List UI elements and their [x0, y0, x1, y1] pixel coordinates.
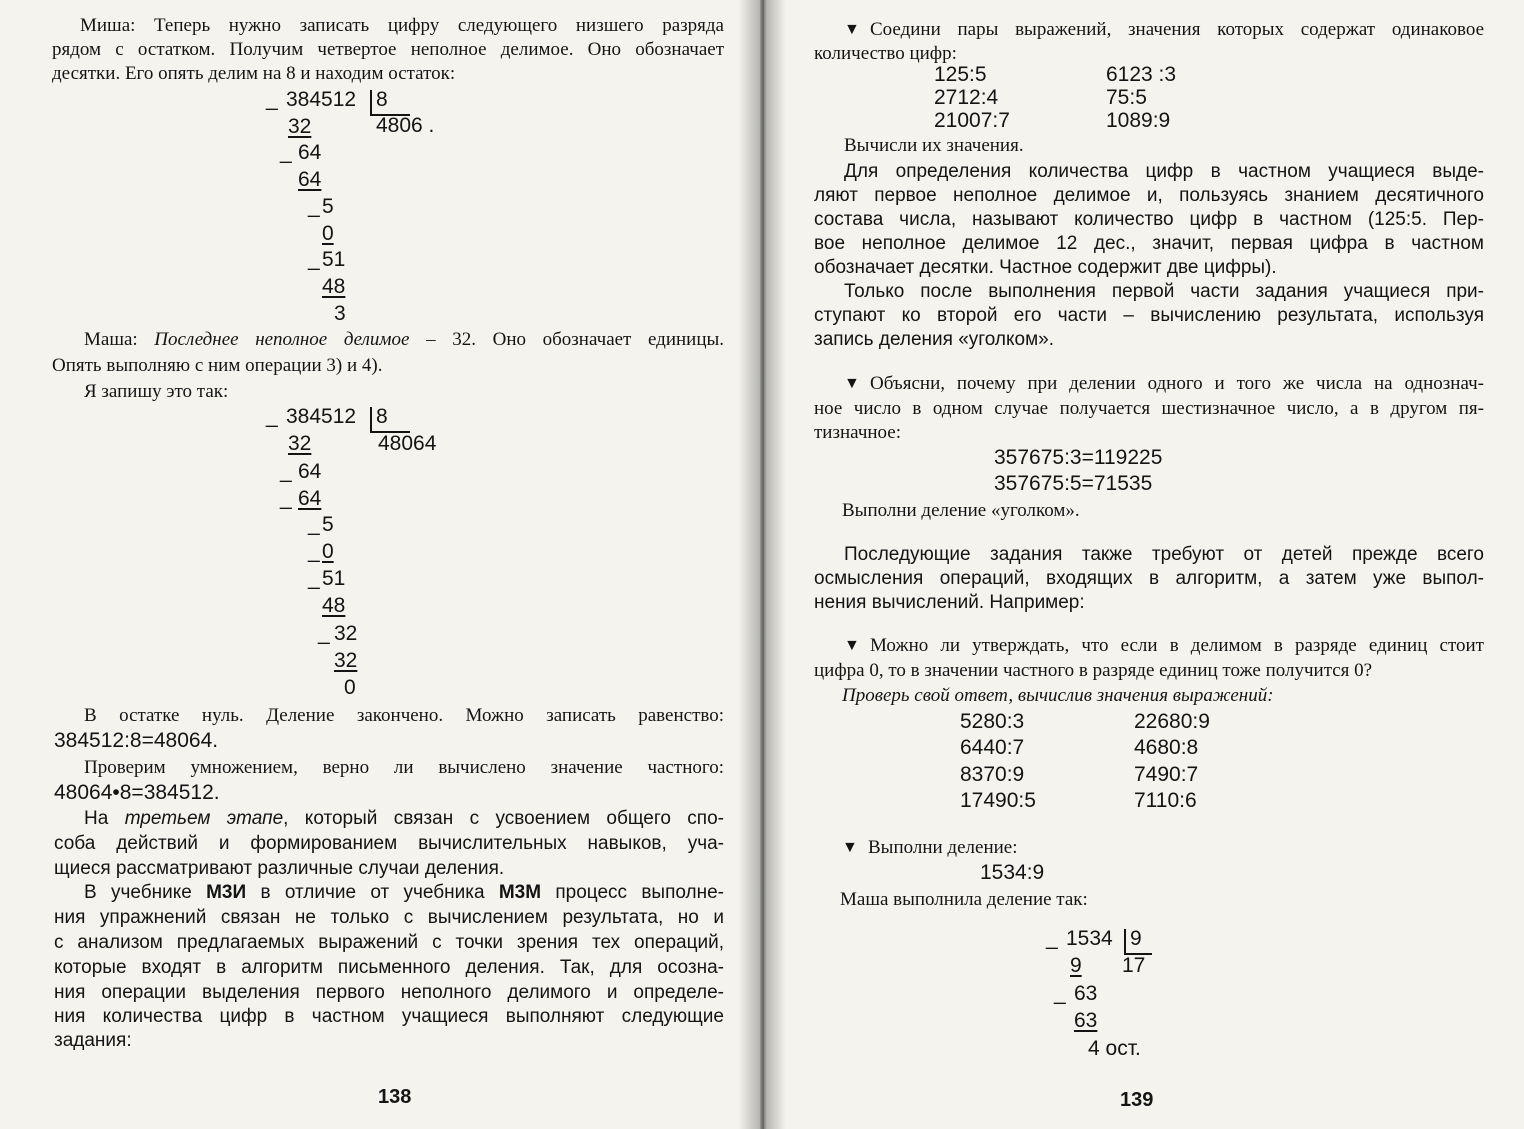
para1-line-3: состава числа, называют количество цифр в частном (125:5. Пер-: [814, 209, 1484, 230]
stage-line-1: На третьем этапе, который связан с усвоением общего спо-: [84, 808, 724, 829]
check-line: Проверь свой ответ, вычислив значения выражений:: [842, 685, 1274, 706]
minus-sign: _: [308, 513, 320, 536]
step: 0: [322, 540, 334, 563]
para2-line-3: запись деления «уголком».: [814, 329, 1055, 350]
task4-expression: 1534:9: [980, 861, 1045, 884]
remainder: 0: [344, 676, 356, 699]
minus-sign: _: [308, 567, 320, 590]
bullet-icon: ▼: [844, 637, 860, 654]
task1-line-1: Соедини пары выражений, значения которых содержат одинаковое: [870, 19, 1484, 40]
quotient: 4806 .: [376, 114, 435, 137]
pair-right: 75:5: [1106, 86, 1147, 109]
stage-line-2: соба действий и формированием вычислительных навыков, уча-: [54, 833, 724, 854]
remainder: 4 ост.: [1088, 1037, 1141, 1060]
step: 9: [1070, 954, 1082, 977]
step: 32: [334, 622, 358, 645]
textbook-line-6: ния количества цифр в частном учащиеся выполняют следующие: [54, 1006, 724, 1027]
minus-sign: _: [280, 487, 292, 510]
do-corner-line: Выполни деление «уголком».: [842, 500, 1080, 521]
masha-line-2: Опять выполняю с ним операции 3) и 4).: [52, 355, 383, 376]
bullet-icon: ▼: [844, 375, 860, 392]
pair-left: 2712:4: [934, 86, 999, 109]
bullet-icon: ▼: [844, 21, 860, 38]
dividend: 1534: [1066, 927, 1113, 950]
page-number-left: 138: [378, 1086, 412, 1108]
para2-line-2: ступают ко второй его части – вычислению результата, используя: [814, 305, 1484, 326]
equality-2: 48064•8=384512.: [54, 781, 220, 804]
task1-line-2: количество цифр:: [814, 43, 957, 64]
para3-line-1: Последующие задания также требуют от детей прежде всего: [844, 544, 1484, 565]
left-page: [0, 0, 760, 1129]
pair-right: 6123 :3: [1106, 63, 1177, 86]
expr-right: 7490:7: [1134, 763, 1199, 786]
check-text: Проверим умножением, верно ли вычислено значение частного:: [84, 757, 724, 778]
expr-right: 4680:8: [1134, 736, 1199, 759]
remainder-text: В остатке нуль. Деление закончено. Можно записать равенство:: [84, 705, 724, 726]
write-line: Я запишу это так:: [84, 381, 229, 402]
step: 64: [298, 168, 322, 191]
remainder: 3: [334, 302, 346, 325]
task3-line-1: Можно ли утверждать, что если в делимом в разряде единиц стоит: [870, 635, 1484, 656]
minus-sign: _: [266, 88, 278, 111]
quotient: 17: [1122, 954, 1146, 977]
step: 48: [322, 275, 346, 298]
minus-sign: _: [308, 248, 320, 271]
intro-line-1: Миша: Теперь нужно записать цифру следующего низшего разряда: [80, 15, 724, 36]
para3-line-3: нения вычислений. Например:: [814, 592, 1085, 613]
task2-line-3: тизначное:: [814, 422, 901, 443]
intro-line-3: десятки. Его опять делим на 8 и находим остаток:: [52, 63, 456, 84]
task2-line-1: Объясни, почему при делении одного и того же числа на однознач-: [870, 373, 1484, 394]
masha-did-line: Маша выполнила деление так:: [840, 889, 1088, 910]
textbook-line-5: ния операции выделения первого неполного делимого и определе-: [54, 982, 724, 1003]
minus-sign: _: [1054, 982, 1066, 1005]
equality-1: 384512:8=48064.: [54, 729, 219, 752]
expr-right: 22680:9: [1134, 710, 1210, 733]
compute-line: Вычисли их значения.: [844, 135, 1024, 156]
expr-left: 6440:7: [960, 736, 1025, 759]
dividend: 384512: [286, 405, 357, 428]
divisor: 8: [376, 405, 388, 428]
divisor: 9: [1130, 927, 1142, 950]
textbook-line-2: ния упражнений связан не только с вычислением результата, но и: [54, 907, 724, 928]
para1-line-2: ляют первое неполное делимое и, пользуясь знанием десятичного: [814, 185, 1484, 206]
step: 63: [1074, 982, 1098, 1005]
divisor: 8: [376, 88, 388, 111]
book-gutter: [738, 0, 786, 1129]
minus-sign: _: [308, 195, 320, 218]
step: 5: [322, 513, 334, 536]
right-page: [764, 0, 1524, 1129]
task3-line-2: цифра 0, то в значении частного в разряде единиц тоже получится 0?: [814, 660, 1373, 681]
minus-sign: _: [266, 405, 278, 428]
para1-line-5: обозначает десятки. Частное содержит две цифры).: [814, 257, 1277, 278]
step: 32: [334, 649, 358, 672]
para3-line-2: осмысления операций, входящих в алгоритм, а затем уже выпол-: [814, 568, 1484, 589]
step: 32: [288, 115, 312, 138]
equation-1: 357675:3=119225: [994, 446, 1163, 469]
step: 5: [322, 195, 334, 218]
step: 51: [322, 248, 346, 271]
equation-2: 357675:5=71535: [994, 472, 1153, 495]
minus-sign: _: [280, 141, 292, 164]
expr-left: 17490:5: [960, 789, 1036, 812]
task4-line: Выполни деление:: [868, 837, 1018, 858]
para1-line-1: Для определения количества цифр в частном учащиеся выде-: [844, 161, 1484, 182]
minus-sign: _: [280, 460, 292, 483]
minus-sign: _: [308, 540, 320, 563]
textbook-line-3: с анализом предлагаемых выражений с точки зрения тех операций,: [54, 932, 724, 953]
para2-line-1: Только после выполнения первой части задания учащиеся при-: [844, 281, 1484, 302]
masha-line-1: Маша: Последнее неполное делимое – 32. Оно обозначает единицы.: [84, 329, 725, 350]
task2-line-2: ное число в одном случае получается шестизначное число, а в другом пя-: [814, 398, 1484, 419]
quotient: 48064: [378, 432, 437, 455]
expr-right: 7110:6: [1134, 789, 1197, 812]
pair-left: 125:5: [934, 63, 987, 86]
step: 63: [1074, 1009, 1098, 1032]
expr-left: 5280:3: [960, 710, 1025, 733]
step: 64: [298, 460, 322, 483]
minus-sign: _: [1046, 927, 1058, 950]
stage-line-3: щиеся рассматривают различные случаи деления.: [54, 858, 505, 879]
pair-right: 1089:9: [1106, 109, 1171, 132]
para1-line-4: вое неполное делимое 12 дес., значит, первая цифра в частном: [814, 233, 1484, 254]
step: 64: [298, 141, 322, 164]
expr-left: 8370:9: [960, 763, 1025, 786]
page-number-right: 139: [1120, 1089, 1154, 1111]
textbook-line-4: которые входят в алгоритм письменного деления. Так, для осозна-: [54, 957, 724, 978]
step: 48: [322, 594, 346, 617]
intro-line-2: рядом с остатком. Получим четвертое неполное делимое. Оно обозначает: [52, 39, 724, 60]
textbook-line-7: задания:: [54, 1030, 132, 1051]
minus-sign: _: [318, 622, 330, 645]
textbook-line-1: В учебнике М3И в отличие от учебника М3М процесс выполне-: [84, 882, 724, 903]
step: 51: [322, 567, 346, 590]
step: 0: [322, 222, 334, 245]
bullet-icon: ▼: [842, 839, 858, 856]
step: 32: [288, 432, 312, 455]
dividend: 384512: [286, 88, 357, 111]
step: 64: [298, 487, 322, 510]
pair-left: 21007:7: [934, 109, 1010, 132]
